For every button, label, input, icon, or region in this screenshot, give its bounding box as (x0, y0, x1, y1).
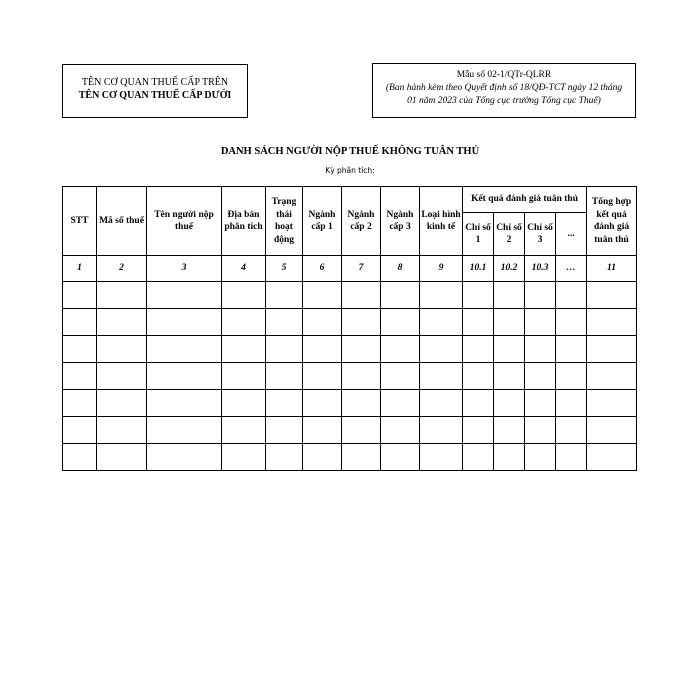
table-cell (463, 309, 494, 336)
table-cell (303, 282, 342, 309)
table-cell (97, 336, 147, 363)
header-compliance-results: Kết quả đánh giá tuân thủ (463, 187, 587, 213)
table-cell (147, 282, 222, 309)
table-cell (63, 444, 97, 471)
table-cell (266, 309, 303, 336)
table-cell (587, 390, 637, 417)
table-cell (63, 390, 97, 417)
form-legal-note: (Ban hành kèm theo Quyết định số 18/QĐ-TCT ngày 12 tháng 01 năm 2023 của Tổng cục trưởng Tổng cục Thuế) (385, 83, 623, 106)
form-code: Mẫu số 02-1/QTr-QLRR (456, 70, 552, 80)
table-body (63, 256, 637, 471)
table-cell (381, 390, 420, 417)
table-row (63, 417, 637, 444)
table-cell (420, 309, 463, 336)
table-cell (63, 309, 97, 336)
table-cell (222, 336, 266, 363)
header-index-3: Chỉ số 3 (525, 213, 556, 256)
table-cell (420, 282, 463, 309)
header-taxpayer-name: Tên người nộp thuế (147, 187, 222, 256)
table-cell (525, 390, 556, 417)
table-cell (63, 417, 97, 444)
table-cell (222, 309, 266, 336)
column-number: 5 (266, 256, 303, 282)
column-number: 4 (222, 256, 266, 282)
header-compliance-summary: Tổng hợp kết quả đánh giá tuân thủ (587, 187, 637, 256)
column-number: 11 (587, 256, 637, 282)
table-cell (587, 363, 637, 390)
header-index-more: ... (556, 213, 587, 256)
table-cell (525, 282, 556, 309)
table-cell (494, 309, 525, 336)
table-cell (342, 336, 381, 363)
table-cell (63, 282, 97, 309)
table-cell (463, 363, 494, 390)
column-number: 8 (381, 256, 420, 282)
table-row (63, 390, 637, 417)
table-cell (266, 282, 303, 309)
column-number: 7 (342, 256, 381, 282)
table-cell (266, 336, 303, 363)
table-cell (420, 390, 463, 417)
column-number: 10.1 (463, 256, 494, 282)
table-cell (97, 282, 147, 309)
table-cell (266, 444, 303, 471)
table-cell (420, 444, 463, 471)
table-cell (63, 336, 97, 363)
table-cell (463, 390, 494, 417)
column-number: 1 (63, 256, 97, 282)
table-cell (525, 417, 556, 444)
table-cell (587, 282, 637, 309)
table-cell (420, 336, 463, 363)
header-industry-level-1: Ngành cấp 1 (303, 187, 342, 256)
header-index-1: Chỉ số 1 (463, 213, 494, 256)
table-cell (463, 417, 494, 444)
table-cell (420, 417, 463, 444)
column-number: 10.3 (525, 256, 556, 282)
table-cell (525, 444, 556, 471)
header-industry-level-2: Ngành cấp 2 (342, 187, 381, 256)
table-cell (494, 336, 525, 363)
table-cell (222, 417, 266, 444)
table-cell (97, 363, 147, 390)
column-number-row (63, 256, 637, 282)
table-cell (463, 444, 494, 471)
table-cell (587, 336, 637, 363)
column-number: 9 (420, 256, 463, 282)
table-cell (556, 336, 587, 363)
table-cell (494, 444, 525, 471)
agency-header-box (62, 64, 248, 118)
header-stt: STT (63, 187, 97, 256)
table-cell (97, 444, 147, 471)
table-cell (303, 417, 342, 444)
table-cell (303, 309, 342, 336)
table-cell (381, 309, 420, 336)
table-cell (147, 363, 222, 390)
column-number: … (556, 256, 587, 282)
form-info-box (372, 63, 636, 118)
table-cell (587, 417, 637, 444)
table-cell (381, 417, 420, 444)
column-number: 3 (147, 256, 222, 282)
table-cell (494, 390, 525, 417)
table-cell (525, 336, 556, 363)
superior-agency-name: TÊN CƠ QUAN THUẾ CẤP TRÊN (81, 77, 229, 88)
table-cell (147, 309, 222, 336)
subordinate-agency-name: TÊN CƠ QUAN THUẾ CẤP DƯỚI (78, 90, 232, 101)
table-cell (420, 363, 463, 390)
table-cell (266, 363, 303, 390)
table-cell (463, 336, 494, 363)
table-cell (494, 417, 525, 444)
table-row (63, 336, 637, 363)
table-cell (494, 282, 525, 309)
header-operating-status: Trạng thái hoạt động (266, 187, 303, 256)
table-cell (556, 444, 587, 471)
table-cell (381, 363, 420, 390)
column-number: 6 (303, 256, 342, 282)
table-cell (97, 417, 147, 444)
table-cell (97, 309, 147, 336)
table-cell (494, 363, 525, 390)
table-cell (381, 444, 420, 471)
table-row (63, 282, 637, 309)
table-cell (556, 363, 587, 390)
table-cell (303, 336, 342, 363)
table-cell (303, 363, 342, 390)
table-cell (381, 336, 420, 363)
table-cell (463, 282, 494, 309)
table-cell (342, 390, 381, 417)
table-row (63, 444, 637, 471)
table-cell (147, 336, 222, 363)
table-cell (525, 309, 556, 336)
table-row (63, 363, 637, 390)
table-cell (147, 390, 222, 417)
table-cell (342, 309, 381, 336)
table-cell (556, 282, 587, 309)
table-cell (587, 444, 637, 471)
table-cell (303, 444, 342, 471)
table-cell (97, 390, 147, 417)
table-cell (556, 390, 587, 417)
table-cell (147, 417, 222, 444)
table-cell (342, 282, 381, 309)
analysis-period-label: Kỳ phân tích: (325, 166, 375, 175)
table-cell (266, 390, 303, 417)
table-cell (222, 363, 266, 390)
table-cell (556, 417, 587, 444)
table-cell (556, 309, 587, 336)
table-cell (222, 282, 266, 309)
table-cell (266, 417, 303, 444)
table-cell (222, 390, 266, 417)
table-cell (587, 309, 637, 336)
document-title: DANH SÁCH NGƯỜI NỘP THUẾ KHÔNG TUÂN THỦ (220, 146, 480, 157)
header-analysis-area: Địa bàn phân tích (222, 187, 266, 256)
column-number: 2 (97, 256, 147, 282)
table-cell (147, 444, 222, 471)
header-industry-level-3: Ngành cấp 3 (381, 187, 420, 256)
column-number: 10.2 (494, 256, 525, 282)
table-cell (303, 390, 342, 417)
header-economic-type: Loại hình kinh tế (420, 187, 463, 256)
header-tax-code: Mã số thuế (97, 187, 147, 256)
table-cell (342, 417, 381, 444)
taxpayer-table (62, 186, 637, 471)
header-index-2: Chỉ số 2 (494, 213, 525, 256)
table-cell (342, 444, 381, 471)
table-row (63, 309, 637, 336)
table-cell (525, 363, 556, 390)
table-cell (222, 444, 266, 471)
table-cell (381, 282, 420, 309)
table-cell (342, 363, 381, 390)
table-cell (63, 363, 97, 390)
